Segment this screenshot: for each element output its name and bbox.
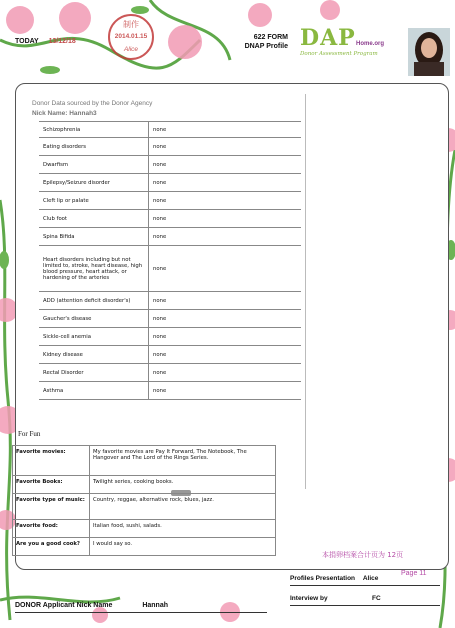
condition-name: ADD (attention deficit disorder's) [39,292,149,310]
table-row [39,246,301,292]
condition-value: none [149,192,302,210]
condition-value: none [149,138,302,156]
nick-name-label: Nick Name: [32,110,68,117]
donor-nick-value: Hannah [142,602,168,609]
today-value: 13/12/18 [48,38,76,45]
profiles-presentation-label: Profiles Presentation [290,575,356,582]
condition-name: Kidney disease [39,346,149,364]
nick-name-line [32,110,97,117]
interview-by [290,595,381,602]
page-count-note: 本捐卵档案合计页为 12页 [322,551,404,559]
condition-name: Eating disorders [39,138,149,156]
form-number: 622 FORM [253,34,288,41]
condition-value: none [149,210,302,228]
condition-value: none [149,328,302,346]
condition-name: Epilepsy/Seizure disorder [39,174,149,192]
condition-name: Cleft lip or palate [39,192,149,210]
condition-value: none [149,156,302,174]
fun-question: Favorite movies: [13,446,90,476]
interview-by-value: FC [372,595,381,602]
table-row [13,476,276,494]
stamp-date: 2014.01.15 [114,33,148,40]
fun-answer: Italian food, sushi, salads. [90,520,276,538]
logo-big: DAP [300,25,356,51]
table-row [39,192,301,210]
table-row [39,346,301,364]
table-row [13,446,276,476]
table-row [39,382,301,400]
divider-line [290,585,440,586]
profiles-presentation [290,575,378,582]
donor-nick-label: DONOR Applicant Nick Name [15,602,113,609]
fun-table [12,445,276,556]
condition-name: Dwarfism [39,156,149,174]
condition-value: none [149,228,302,246]
fun-question: Favorite food: [13,520,90,538]
condition-value: none [149,122,302,138]
condition-name: Sickle-cell anemia [39,328,149,346]
table-row [13,520,276,538]
fun-title: For Fun [18,430,41,438]
table-row [39,210,301,228]
fun-answer: Twilight series, cooking books. [90,476,276,494]
conditions-table [39,121,301,400]
table-row [39,174,301,192]
condition-name: Gaucher's disease [39,310,149,328]
condition-value: none [149,246,302,292]
table-row [39,156,301,174]
nick-name-value: Hannah3 [69,110,97,117]
stamp-name: Alice [123,46,139,53]
form-subtitle: DNAP Profile [244,43,288,50]
fun-answer: I would say so. [90,538,276,556]
stamp-top: 制作 [123,20,139,29]
approval-stamp [108,14,154,60]
form-title [238,33,288,51]
condition-name: Rectal Disorder [39,364,149,382]
dap-logo [298,27,406,67]
logo-subtitle: Donor Assessment Program [300,51,378,57]
table-row [39,364,301,382]
condition-name: Spina Bifida [39,228,149,246]
condition-name: Club foot [39,210,149,228]
donor-nick-name [15,602,168,609]
condition-value: none [149,382,302,400]
table-row [39,228,301,246]
today-date [15,38,76,45]
profiles-presentation-value: Alice [362,575,379,582]
table-row [39,138,301,156]
logo-small: Home.org [356,41,385,47]
table-row [39,310,301,328]
table-row [39,328,301,346]
condition-name: Asthma [39,382,149,400]
table-row [13,494,276,520]
condition-value: none [149,292,302,310]
today-label: TODAY [15,38,39,45]
fun-question: Favorite type of music: [13,494,90,520]
fun-answer: My favorite movies are Pay It Forward, The Notebook, The Hangover and The Lord of the Rings Series. [90,446,276,476]
condition-value: none [149,364,302,382]
divider-line [15,612,267,613]
fun-question: Are you a good cook? [13,538,90,556]
donor-photo [408,28,450,76]
page-number: Page 11 [401,570,427,577]
data-source-note: Donor Data sourced by the Donor Agency [32,100,153,107]
table-row [39,292,301,310]
condition-value: none [149,310,302,328]
donor-data-panel[interactable] [26,94,306,489]
condition-value: none [149,174,302,192]
table-row [39,122,301,138]
condition-name: Heart disorders including but not limited to, stroke, heart disease, high blood pressure, heart attack, or hardening of the arteries [39,246,149,292]
condition-value: none [149,346,302,364]
divider-line [290,605,440,606]
fun-question: Favorite Books: [13,476,90,494]
fun-answer: Country, reggae, alternative rock, blues, jazz. [90,494,276,520]
interview-by-label: Interview by [290,595,328,602]
condition-name: Schizophrenia [39,122,149,138]
table-row [13,538,276,556]
